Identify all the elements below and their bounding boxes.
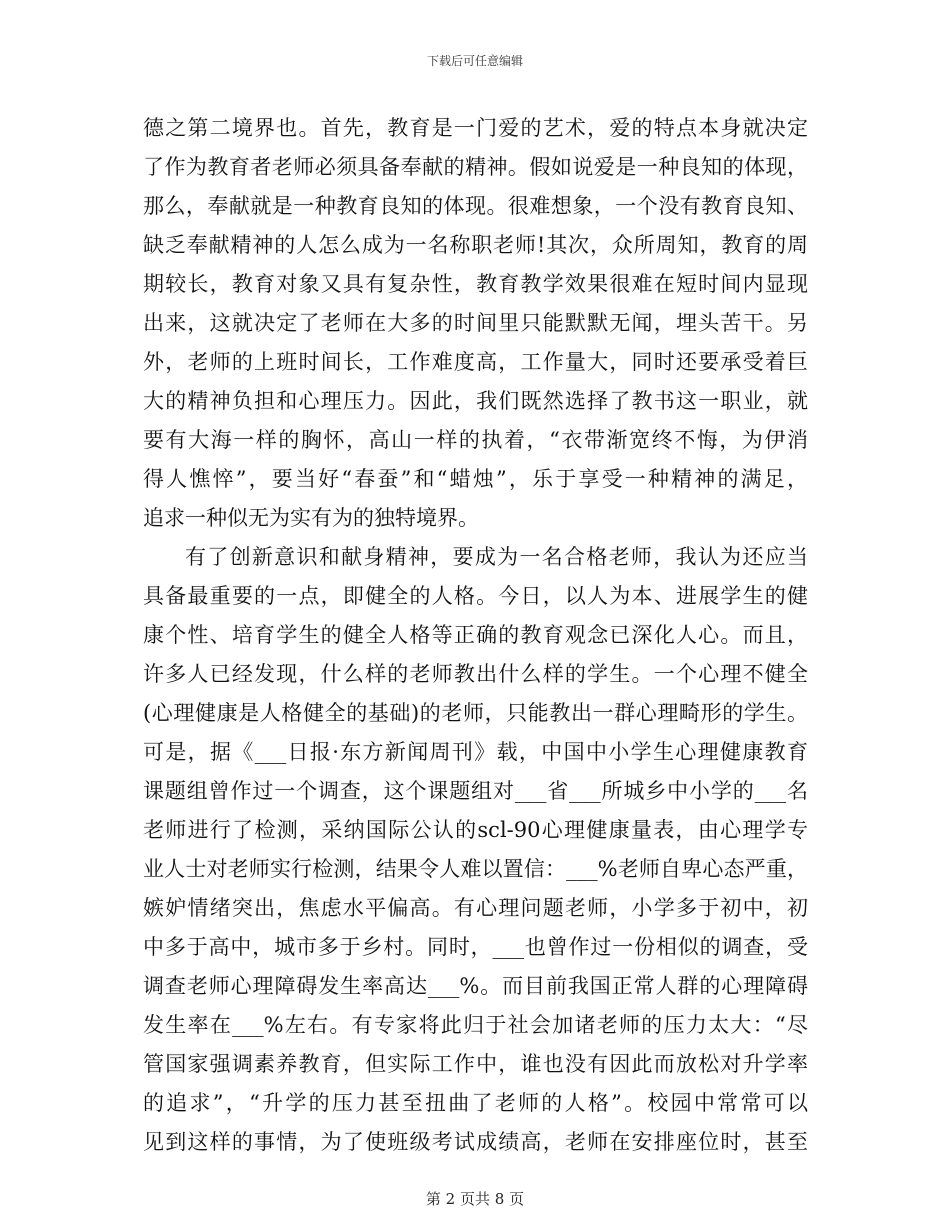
text-line: 外，老师的上班时间长，工作难度高，工作量大，同时还要承受着巨 (143, 350, 808, 374)
text-line: 老师进行了检测，采纳国际公认的scl-90心理健康量表，由心理学专 (143, 818, 808, 842)
text-line: 许多人已经发现，什么样的老师教出什么样的学生。一个心理不健全 (143, 662, 808, 686)
text-line: 嫉妒情绪突出，焦虑水平偏高。有心理问题老师，小学多于初中，初 (143, 896, 808, 920)
text-line: 可是，据《___日报·东方新闻周刊》载，中国中小学生心理健康教育 (143, 740, 808, 764)
text-line: 的追求”，“升学的压力甚至扭曲了老师的人格”。校园中常常可以 (143, 1091, 808, 1115)
text-line: (心理健康是人格健全的基础)的老师，只能教出一群心理畸形的学生。 (143, 701, 808, 725)
text-line: 大的精神负担和心理压力。因此，我们既然选择了教书这一职业，就 (143, 389, 808, 413)
text-line: 了作为教育者老师必须具备奉献的精神。假如说爱是一种良知的体现， (143, 155, 808, 179)
text-line: 期较长，教育对象又具有复杂性，教育教学效果很难在短时间内显现 (143, 272, 808, 296)
text-line: 调查老师心理障碍发生率高达___%。而目前我国正常人群的心理障碍 (143, 974, 808, 998)
page-header-note: 下载后可任意编辑 (426, 54, 523, 68)
text-line: 要有大海一样的胸怀，高山一样的执着，“衣带渐宽终不悔，为伊消 (143, 428, 808, 452)
text-line: 发生率在___%左右。有专家将此归于社会加诸老师的压力太大：“尽 (143, 1013, 808, 1037)
text-line: 见到这样的事情，为了使班级考试成绩高，老师在安排座位时，甚至 (143, 1130, 808, 1154)
text-line: 追求一种似无为实有为的独特境界。 (143, 506, 479, 530)
page-number: 第 2 页共 8 页 (425, 1190, 525, 1208)
text-line: 中多于高中，城市多于乡村。同时，___也曾作过一份相似的调查，受 (143, 935, 808, 959)
text-line: 业人士对老师实行检测，结果令人难以置信：___%老师自卑心态严重， (143, 857, 808, 881)
text-line: 康个性、培育学生的健全人格等正确的教育观念已深化人心。而且， (143, 623, 808, 647)
text-line: 那么，奉献就是一种教育良知的体现。很难想象，一个没有教育良知、 (143, 194, 808, 218)
text-line: 德之第二境界也。首先，教育是一门爱的艺术，爱的特点本身就决定 (143, 116, 808, 140)
text-line: 得人憔悴”，要当好“春蚕”和“蜡烛”，乐于享受一种精神的满足， (143, 467, 808, 491)
text-line: 课题组曾作过一个调查，这个课题组对___省___所城乡中小学的___名 (143, 779, 808, 803)
text-line: 具备最重要的一点，即健全的人格。今日，以人为本、进展学生的健 (143, 584, 808, 608)
text-line: 出来，这就决定了老师在大多的时间里只能默默无闻，埋头苦干。另 (143, 311, 808, 335)
text-line: 有了创新意识和献身精神，要成为一名合格老师，我认为还应当 (185, 545, 808, 569)
text-line: 管国家强调素养教育，但实际工作中，谁也没有因此而放松对升学率 (143, 1052, 808, 1076)
text-line: 缺乏奉献精神的人怎么成为一名称职老师!其次，众所周知，教育的周 (143, 233, 808, 257)
